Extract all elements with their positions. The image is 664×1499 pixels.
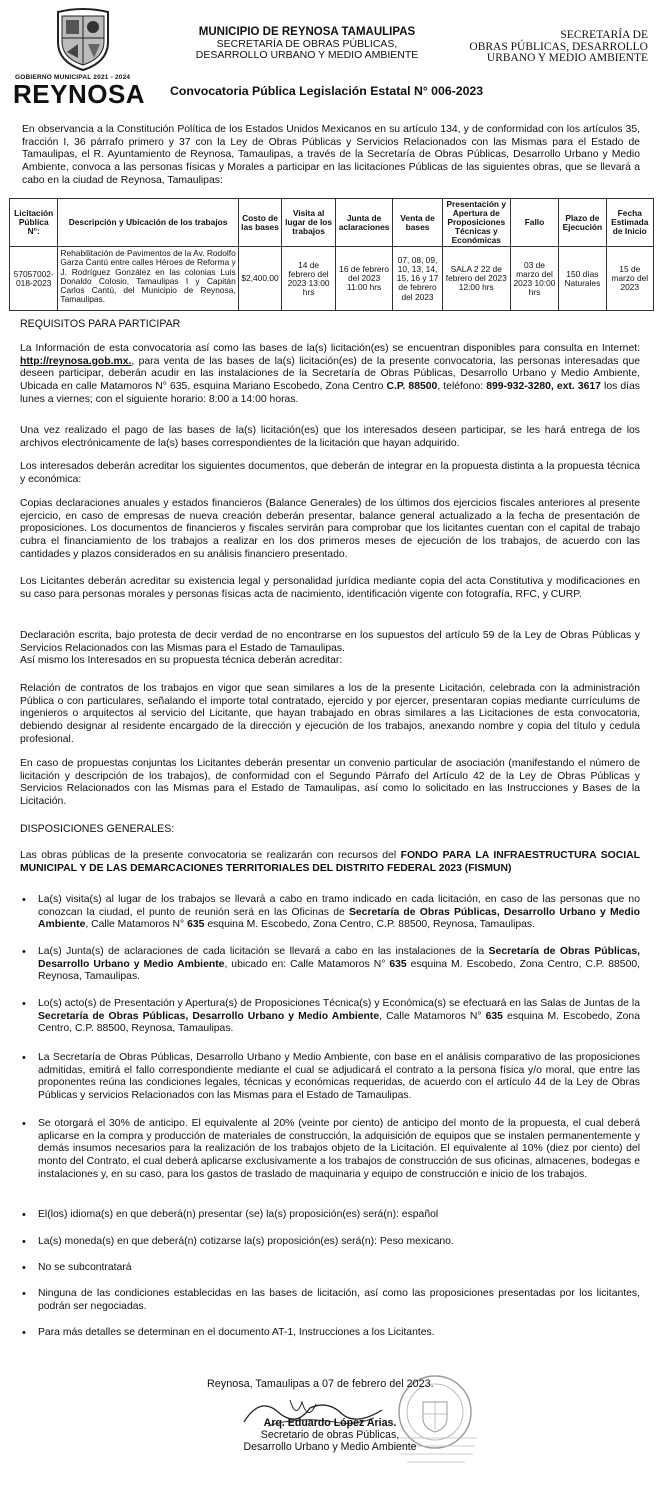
text: La(s) Junta(s) de aclaraciones de cada licitación se llevará a cabo en las instalaciones de la [38,946,489,957]
text-bold: Secretaría de Obras Públicas, Desarrollo Urbano y Medio Ambiente [38,1010,380,1022]
text: , teléfono: [437,381,487,393]
secretariat-line-2: DESARROLLO URBANO Y MEDIO AMBIENTE [195,49,419,62]
postal-code: C.P. 88500 [386,381,438,393]
signatory-role-line-2: Desarrollo Urbano y Medio Ambiente [243,1441,417,1454]
cell-description: Rehabilitación de Pavimentos de la Av. Rodolfo Garza Cantú entre calles Héroes de Reforma y J. Rodríguez González en las colonias Luis Donaldo Colosio, Tamaulipas I y Capitán Carlos Cantú, del Municipio de Reynosa, Tamaulipas. [58,247,238,311]
signatory-role-line-1: Secretario de obras Públicas, [260,1429,400,1442]
requirements-paragraph-6 [20,630,640,668]
col-header: Fecha Estimada de Inicio [606,199,653,247]
government-label: GOBIERNO MUNICIPAL 2021 - 2024 [15,74,131,81]
list-item-text [38,998,640,1036]
list-item-text: Ninguna de las condiciones establecidas en las bases de licitación, así como las proposiciones presentadas por los licitantes, podrán ser negociadas. [38,1288,640,1312]
table-row [10,247,654,311]
col-header: Plazo de Ejecución [559,199,606,247]
requirements-paragraph-1 [20,343,640,406]
bullet-icon: • [22,1262,26,1274]
text: , Calle Matamoros N° [85,919,188,931]
text-bold: 635 [485,1010,503,1022]
text-bold: 635 [389,958,407,970]
list-item-text: La(s) moneda(s) en que deberá(n) cotizarse la(s) proposición(es) será(n): Peso mexicano. [38,1236,454,1247]
bullet-icon: • [22,1209,26,1221]
text: , para venta de las bases de la(s) licitación(es) de la presente convocatoria, las personas interesadas que deseen participar, deberán acudir en las instalaciones de la Secretaría de Obras Públicas, Desarrollo Urbano y Medio Ambiente, Ubicada en calle Matamoros N° 635, esquina Mariano Escobedo, Zona Centro [20,355,640,393]
text: Declaración escrita, bajo protesta de decir verdad de no encontrarse en los supuestos del artículo 59 de la Ley de Obras Públicas y Servicios Relacionados con las Mismas para el Estado de Tamaulipas. [20,630,640,654]
bullet-icon: • [22,1052,26,1064]
col-header: Junta de aclaraciones [335,199,392,247]
letterhead [0,0,664,118]
text-bold: Secretaría de Obras Públicas, Desarrollo Urbano y Medio Ambiente [38,906,640,931]
cell-start-date: 15 de marzo del 2023 [606,247,653,311]
requirements-paragraph-4: Copias declaraciones anuales y estados financieros (Balance Generales) de los últimos dos ejercicios fiscales anteriores al presente ejercicio, en caso de empresas de nueva creación deberán presentar, balance general actualizado a la fecha de presentación de proposiciones. Los documentos de financieros y fiscales servirán para comprobar que los licitantes cuentan con el capital de trabajo cubra el financiamiento de los trabajos a realizar en los dos primeros meses de ejecución de los trabajos, de acuerdo con las cantidades y plazos considerados en su análisis financiero presentado. [20,498,640,560]
list-item-text: El(los) idioma(s) en que deberá(n) presentar (se) la(s) proposición(es) será(n): español [38,1209,439,1220]
bullet-icon: • [22,1236,26,1248]
list-item [22,998,640,1036]
bullet-icon: • [22,894,26,906]
cell-clarification-meeting: 16 de febrero del 2023 11:00 hrs [335,247,392,311]
cell-execution-term: 150 días Naturales [559,247,606,311]
list-item [22,1209,640,1222]
requirements-paragraph-5: Los Licitantes deberán acreditar su existencia legal y personalidad jurídica mediante copia del acta Constitutiva y modificaciones en su caso para personas morales y personas físicas acta de nacimiento, identificación vigente con fotografía, RFC, y CURP. [20,576,640,600]
cell-bases-sale: 07, 08, 09, 10, 13, 14, 15, 16 y 17 de febrero del 2023 [393,247,442,311]
requirements-heading: REQUISITOS PARA PARTICIPAR [20,318,181,330]
text: Así mismo los Interesados en su propuesta técnica deberán acreditar: [20,655,343,667]
col-header: Licitación Pública N°: [10,199,58,247]
col-header: Presentación y Apertura de Proposiciones Técnicas y Económicas [442,199,510,247]
general-provisions-paragraph [20,850,640,875]
list-item-text [38,946,640,984]
reynosa-logo: REYNOSA [13,79,146,109]
list-item-text: La Secretaría de Obras Públicas, Desarrollo Urbano y Medio Ambiente, con base en el análisis comparativo de las proposiciones admitidas, emitirá el fallo correspondiente mediante el cual se adjudicará el contrato a la persona física y/o moral, que entre las proponentes reúna las condiciones legales, técnicas y económicas requeridas, de acuerdo con el artículo 44 de la Ley de Obras Públicas y servicios Relacionados con las Mismas para el Estado de Tamaulipas. [38,1052,640,1102]
bullet-icon: • [22,1327,26,1339]
col-header: Costo de las bases [238,199,282,247]
text: esquina M. Escobedo, Zona Centro, C.P. 88500, Reynosa, Tamaulipas. [38,958,641,983]
website-link[interactable]: http://reynosa.gob.mx. [20,355,132,367]
signatory [150,1417,510,1454]
requirements-paragraph-7: Relación de contratos de los trabajos en vigor que sean similares a los de la presente Licitación, celebrada con la administración Pública o con particulares, señalando el importe total contratado, ejercido y por ejercer, presentaran copias mediante currículums de ingenieros o arquitectos al servicio del Licitante, que hayan trabajado en obras similares a las Licitaciones de esta convocatoria, debiendo designar al residente encargado de la dirección y ejecución de los trabajos, anexando nombre y copia del título y cedula profesional. [20,683,640,745]
bullet-icon: • [22,1118,26,1130]
fund-name: FONDO PARA LA INFRAESTRUCTURA SOCIAL MUNICIPAL Y DE LAS DEMARCACIONES TERRITORIALES DEL DISTRITO FEDERAL 2023 (FISMUN) [20,850,640,874]
col-header: Descripción y Ubicación de los trabajos [58,199,238,247]
secretariat-logo-line-3: URBANO Y MEDIO AMBIENTE [486,52,648,64]
list-item-text [38,894,640,932]
cell-cost: $2,400.00 [238,247,282,311]
secretariat-line-1: SECRETARÍA DE OBRAS PÚBLICAS, [216,37,398,50]
secretariat-logo-text [448,30,648,65]
col-header: Venta de bases [393,199,442,247]
text: esquina M. Escobedo, Zona Centro, C.P. 88500, Reynosa, Tamaulipas. [38,1010,640,1035]
municipality-heading [178,26,436,62]
intro-paragraph: En observancia a la Constitución Política de los Estados Unidos Mexicanos en su artículo 134, y de conformidad con los artículos 35, fracción I, 36 párrafo primero y 37 con la Ley de Obras Públicas y Servicios Relacionados con las Mismas para el Estado de Tamaulipas, el R. Ayuntamiento de Reynosa, Tamaulipas, a través de la Secretaría de Obras Públicas, Desarrollo Urbano y Medio Ambiente, convoca a las personas físicas y Morales a participar en las licitaciones Públicas de las siguientes obras, que se llevará a cabo en la ciudad de Reynosa, Tamaulipas: [22,124,640,186]
text: La Información de esta convocatoria así como las bases de la(s) licitación(es) se encuentran disponibles para consulta en Internet: [20,343,640,354]
list-item [22,1118,640,1181]
text: Lo(s) acto(s) de Presentación y Apertura(s) de Proposiciones Técnica(s) y Económica(s) se efectuará en las Salas de Juntas de la [38,998,640,1009]
list-item [22,1052,640,1103]
bullet-icon: • [22,946,26,958]
signature-block [0,1372,664,1492]
list-item-text: Para más detalles se determinan en el documento AT-1, Instrucciones a los Licitantes. [38,1327,435,1338]
list-item [22,1236,640,1249]
col-header: Fallo [510,199,558,247]
list-item-text: No se subcontratará [38,1262,132,1273]
list-item [22,946,640,984]
list-item [22,1262,640,1275]
general-provisions-heading: DISPOSICIONES GENERALES: [20,823,175,835]
table-header-row [10,199,654,247]
cell-licitacion-number: 57057002-018-2023 [10,247,58,311]
text: La(s) visita(s) al lugar de los trabajos se llevará a cabo en tramo indicado en cada licitación, en caso de las personas que no conozcan la ciudad, el punto de reunión será en las Oficinas de [38,894,640,918]
tender-table [9,198,654,311]
list-item [22,1288,640,1313]
municipality-name: MUNICIPIO DE REYNOSA TAMAULIPAS [198,26,416,38]
document-title: Convocatoria Pública Legislación Estatal N° 006-2023 [170,84,484,98]
bullet-icon: • [22,1288,26,1300]
cell-ruling: 03 de marzo del 2023 10:00 hrs [510,247,558,311]
text: , ubicado en: Calle Matamoros N° [224,958,390,970]
list-item [22,1327,640,1340]
cell-proposals-opening: SALA 2 22 de febrero del 2023 12:00 hrs [442,247,510,311]
text-bold: 635 [187,919,205,931]
signatory-name: Arq. Eduardo López Arias. [263,1417,397,1429]
col-header: Visita al lugar de los trabajos [282,199,336,247]
requirements-paragraph-2: Una vez realizado el pago de las bases de la(s) licitación(es) que los interesados deseen participar, se les hará entrega de los archivos electrónicamente de la(s) bases correspondientes de la licitación que hayan adquirido. [20,425,640,449]
text: Las obras públicas de la presente convocatoria se realizarán con recursos del [20,850,401,861]
bullet-icon: • [22,998,26,1010]
requirements-paragraph-8: En caso de propuestas conjuntas los Licitantes deberán presentar un convenio particular de asociación (manifestando el número de licitación y descripción de los trabajos), de conformidad con el Segundo Párrafo del Artículo 42 de la Ley de Obras Públicas y Servicios Relacionados con las Mismas para el Estado de Tamaulipas, así como lo solicitado en las Instrucciones y Bases de la Licitación. [20,758,640,808]
phone-number: 899-932-3280, ext. 3617 [486,381,601,393]
text: esquina M. Escobedo, Zona Centro, C.P. 88500, Reynosa, Tamaulipas. [204,919,536,931]
text: , Calle Matamoros N° [379,1010,486,1022]
text-bold: Secretaría de Obras Públicas, Desarrollo Urbano y Medio Ambiente [38,946,640,970]
coat-of-arms-icon [52,8,114,72]
list-item [22,894,640,932]
secretariat-logo-line-1: SECRETARÍA DE [560,29,648,41]
requirements-paragraph-3: Los interesados deberán acreditar los siguientes documentos, que deberán de integrar en la propuesta distinta a la propuesta técnica y económica: [20,461,640,485]
cell-site-visit: 14 de febrero del 2023 13:00 hrs [282,247,336,311]
signature-date: Reynosa, Tamaulipas a 07 de febrero del 2023. [207,1378,434,1390]
list-item-text: Se otorgará el 30% de anticipo. El equivalente al 20% (veinte por ciento) de anticipo del monto de la propuesta, el cual deberá aplicarse en la compra y producción de materiales de construcción, la adquisición de equipos que se instalen permanentemente y demás insumos necesarios para la realización de los trabajos objeto de la Licitación. El equivalente al 10% (diez por ciento) del monto del Contrato, el cual deberá aplicarse exclusivamente a los trabajos de construcción de sus oficinas, almacenes, bodegas e instalaciones y, en su caso, para los gastos de traslado de maquinaria y equipo de construcción e inicio de los trabajos. [38,1118,640,1180]
text: los días lunes a viernes; con el siguiente horario: 8:00 a 14:00 horas. [20,381,640,405]
secretariat-logo-line-2: OBRAS PÚBLICAS, DESARROLLO [469,40,648,53]
